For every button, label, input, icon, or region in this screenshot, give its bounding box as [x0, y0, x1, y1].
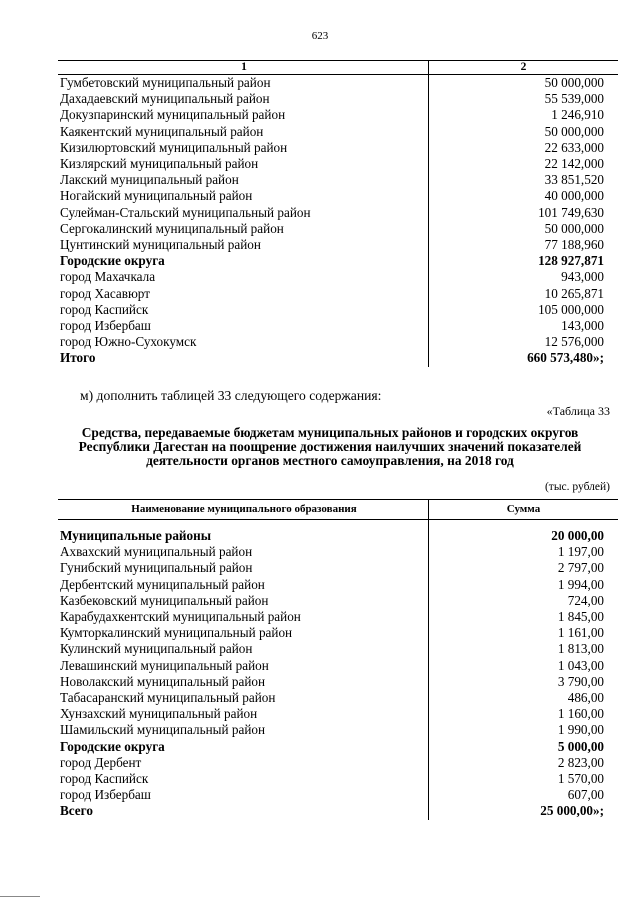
table-1-row-name: Лакский муниципальный район — [58, 172, 429, 188]
table-1-row-value: 128 927,871 — [538, 253, 604, 269]
table-2-row-value: 607,00 — [567, 787, 604, 803]
table-1-row-name: Городские округа — [58, 253, 429, 269]
table-1-row — [58, 107, 618, 123]
table-1-row — [58, 286, 618, 302]
table-2-row — [58, 593, 618, 609]
table-2-row-name: Городские округа — [58, 739, 429, 755]
table-1-row-value: 77 188,960 — [544, 237, 604, 253]
table-2-row-name: Гунибский муниципальный район — [58, 560, 429, 576]
table-1-row — [58, 188, 618, 204]
table-1-row-name: Каякентский муниципальный район — [58, 124, 429, 140]
table-1-row-value: 660 573,480»; — [527, 350, 604, 366]
table-2-row-value: 25 000,00»; — [540, 803, 604, 819]
table-2-row-value: 1 161,00 — [557, 625, 604, 641]
table-2-row-value: 1 990,00 — [557, 722, 604, 738]
table-2-row-name: Всего — [58, 803, 429, 819]
table-1 — [58, 60, 618, 367]
table-1-row — [58, 172, 618, 188]
table-1-row-value: 105 000,000 — [538, 301, 604, 317]
table-2-row-name: Табасаранский муниципальный район — [58, 690, 429, 706]
table-2-row — [58, 690, 618, 706]
table-1-row — [58, 302, 618, 318]
table-2-spacer — [58, 520, 618, 529]
table-2-row-name: город Каспийск — [58, 771, 429, 787]
table-2-header-col1: Наименование муниципального образования — [58, 500, 429, 520]
table-1-row-name: Кизлярский муниципальный район — [58, 156, 429, 172]
table-1-row — [58, 334, 618, 350]
table-1-row-name: город Каспийск — [58, 302, 429, 318]
table-2-row — [58, 674, 618, 690]
table-2-header-col2: Сумма — [429, 500, 619, 520]
table-2-row — [58, 803, 618, 819]
table-2-row-value: 1 845,00 — [557, 609, 604, 625]
table-1-row-name: Цунтинский муниципальный район — [58, 237, 429, 253]
table-1-header-col1: 1 — [58, 61, 429, 75]
table-1-row — [58, 75, 618, 92]
page-number: 623 — [311, 30, 329, 42]
table-2-row-name: Левашинский муниципальный район — [58, 658, 429, 674]
table-1-row-value: 50 000,000 — [544, 75, 604, 90]
table-1-row-name: Сулейман-Стальский муниципальный район — [58, 205, 429, 221]
table-2-row — [58, 771, 618, 787]
table-1-row-name: Сергокалинский муниципальный район — [58, 221, 429, 237]
table-2-row — [58, 609, 618, 625]
units-label: (тыс. рублей) — [544, 481, 610, 493]
table-2-row-name: Шамильский муниципальный район — [58, 722, 429, 738]
table-2-row — [58, 528, 618, 544]
table-2-row-name: Хунзахский муниципальный район — [58, 706, 429, 722]
table-1-row-name: Кизилюртовский муниципальный район — [58, 140, 429, 156]
table-2 — [58, 499, 618, 820]
table-1-row-value: 50 000,000 — [544, 220, 604, 236]
instruction-text: м) дополнить таблицей 33 следующего содержания: — [80, 388, 382, 403]
table-1-row-value: 50 000,000 — [544, 123, 604, 139]
table-2-row — [58, 560, 618, 576]
table-1-row-value: 33 851,520 — [544, 172, 604, 188]
table-2-row — [58, 739, 618, 755]
table-2-header — [58, 500, 618, 520]
table-1-row-value: 22 633,000 — [544, 139, 604, 155]
table-label: «Таблица 33 — [546, 404, 610, 418]
table-1-row-value: 55 539,000 — [544, 91, 604, 107]
table-2-row — [58, 706, 618, 722]
table-2-row — [58, 722, 618, 738]
table-1-row-value: 40 000,000 — [544, 188, 604, 204]
table-2-row-name: город Дербент — [58, 755, 429, 771]
table-1-row — [58, 269, 618, 285]
table-1-header-col2: 2 — [429, 61, 619, 75]
table-2-row-value: 486,00 — [567, 690, 604, 706]
table-1-header — [58, 61, 618, 75]
table-2-row-name: Кулинский муниципальный район — [58, 641, 429, 657]
table-1-row — [58, 156, 618, 172]
table-2-row — [58, 625, 618, 641]
table-1-row-name: город Хасавюрт — [58, 286, 429, 302]
margin-line — [0, 896, 40, 897]
table-1-row-value: 10 265,871 — [544, 285, 604, 301]
table-1-row-value: 101 749,630 — [538, 204, 604, 220]
table-2-row-value: 1 197,00 — [557, 544, 604, 560]
table-1-row-value: 143,000 — [561, 318, 604, 334]
table-1-row — [58, 318, 618, 334]
table-2-row-value: 3 790,00 — [557, 673, 604, 689]
table-2-row — [58, 577, 618, 593]
table-2-row-value: 2 823,00 — [557, 754, 604, 770]
table-1-row-value: 943,000 — [561, 269, 604, 285]
table-1-row — [58, 91, 618, 107]
table-2-body — [58, 500, 618, 820]
table-2-row-value: 1 994,00 — [557, 576, 604, 592]
table-2-row-value: 1 570,00 — [557, 771, 604, 787]
table-2-row-value: 724,00 — [567, 592, 604, 608]
table-1-row — [58, 237, 618, 253]
table-2-row-name: Казбековский муниципальный район — [58, 593, 429, 609]
table-1-row-name: город Южно-Сухокумск — [58, 334, 429, 350]
table-2-row-value: 5 000,00 — [557, 738, 604, 754]
table-1-row-name: город Махачкала — [58, 269, 429, 285]
table-2-row-value: 1 160,00 — [557, 706, 604, 722]
table-1-row-name: Дахадаевский муниципальный район — [58, 91, 429, 107]
table-1-body — [58, 61, 618, 367]
table-1-row — [58, 124, 618, 140]
table-1-row-value: 12 576,000 — [544, 334, 604, 350]
table-2-row-name: город Избербаш — [58, 787, 429, 803]
table-2-row-name: Дербентский муниципальный район — [58, 577, 429, 593]
table-2-row-value: 1 813,00 — [557, 641, 604, 657]
table-title: Средства, передаваемые бюджетам муниципальных районов и городских округов Республики Дагестан на поощрение достижения наилучших значений показателей деятельности органов местного самоуправления, на 2018 год — [78, 425, 582, 468]
table-2-row-value: 20 000,00 — [551, 528, 604, 543]
table-2-row — [58, 641, 618, 657]
table-2-row-value: 2 797,00 — [557, 560, 604, 576]
table-1-row — [58, 350, 618, 366]
table-1-row-name: город Избербаш — [58, 318, 429, 334]
table-2-row — [58, 658, 618, 674]
table-1-row-value: 22 142,000 — [544, 156, 604, 172]
table-1-row-name: Гумбетовский муниципальный район — [58, 75, 429, 92]
table-2-row-name: Новолакский муниципальный район — [58, 674, 429, 690]
table-1-row — [58, 205, 618, 221]
table-1-row-name: Итого — [58, 350, 429, 366]
table-1-row — [58, 253, 618, 269]
table-2-row — [58, 755, 618, 771]
table-1-row — [58, 140, 618, 156]
table-2-row-name: Муниципальные районы — [58, 528, 429, 544]
table-2-row — [58, 787, 618, 803]
table-2-row-value: 1 043,00 — [557, 657, 604, 673]
table-2-row-name: Кумторкалинский муниципальный район — [58, 625, 429, 641]
table-1-row-value: 1 246,910 — [551, 107, 604, 123]
table-1-row-name: Докузпаринский муниципальный район — [58, 107, 429, 123]
table-2-row-name: Ахвахский муниципальный район — [58, 544, 429, 560]
table-2-row — [58, 544, 618, 560]
table-1-row — [58, 221, 618, 237]
table-1-row-name: Ногайский муниципальный район — [58, 188, 429, 204]
table-2-row-name: Карабудахкентский муниципальный район — [58, 609, 429, 625]
